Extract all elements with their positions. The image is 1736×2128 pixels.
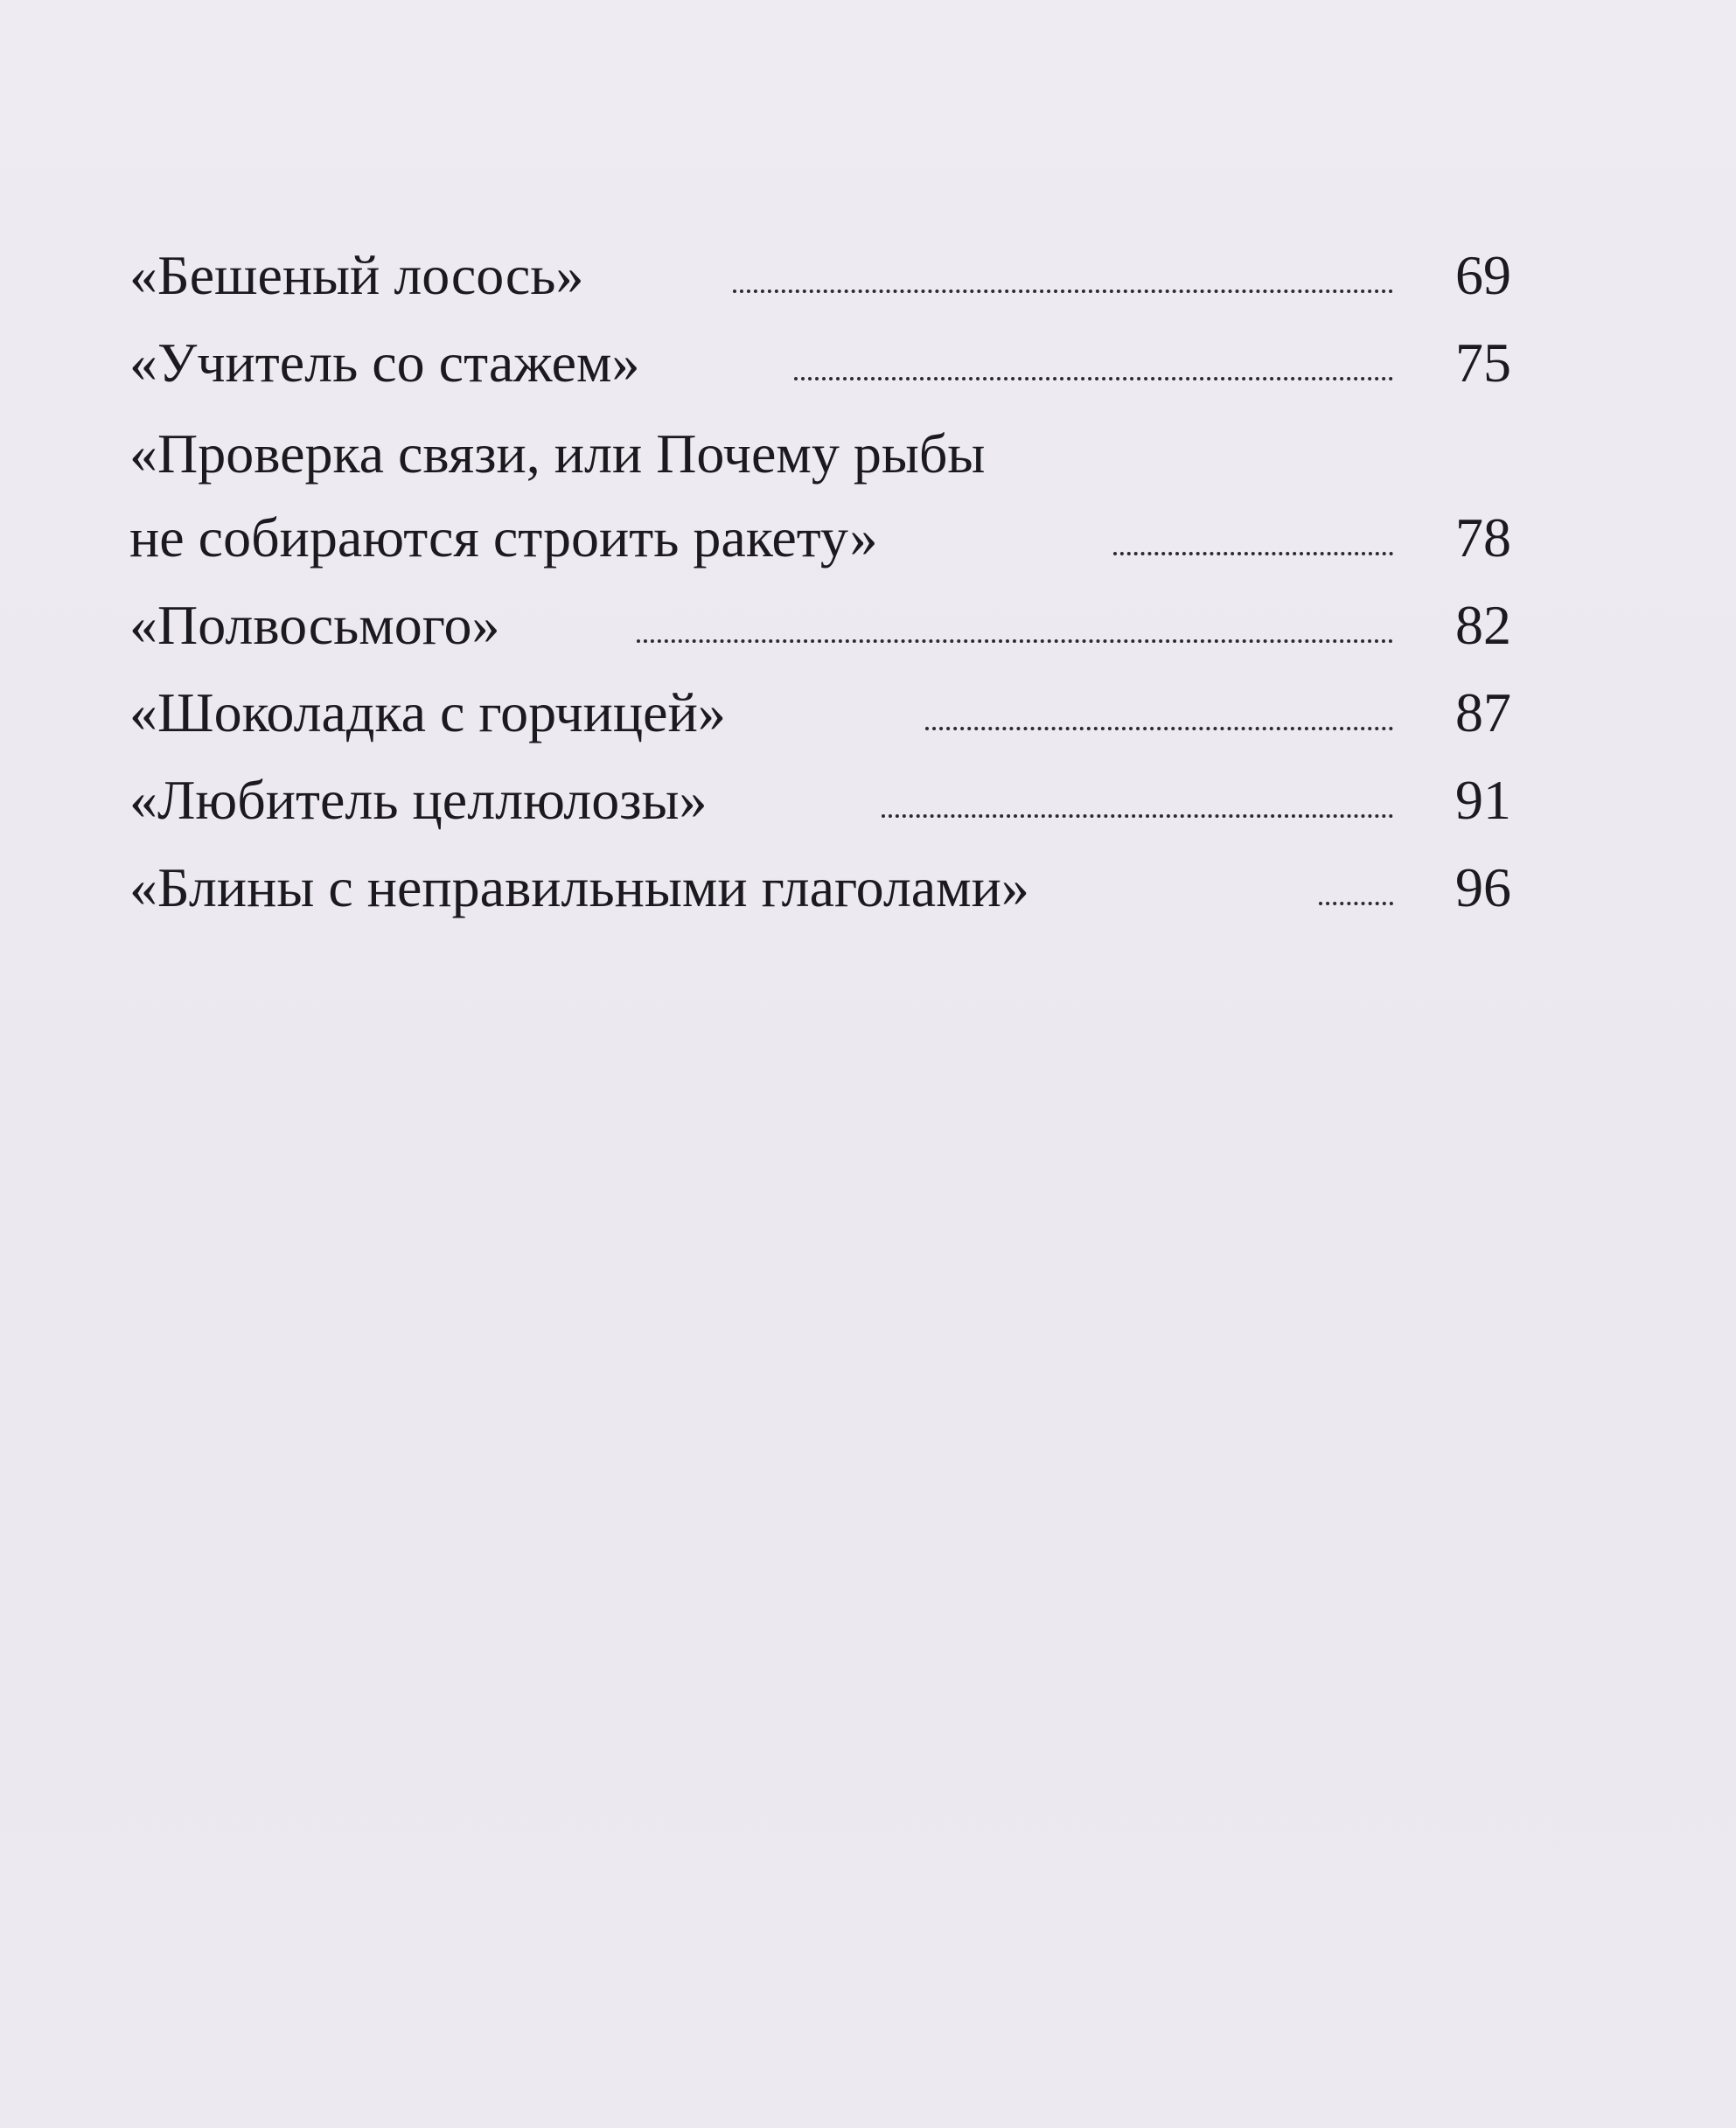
dot-leader	[1319, 902, 1393, 905]
toc-entry	[129, 844, 1511, 931]
dot-leader	[925, 727, 1393, 730]
toc-entry-page: 91	[1455, 769, 1511, 831]
dot-leader	[637, 639, 1393, 643]
toc-entry-title: не собираются строить ракету»	[129, 506, 878, 569]
toc-entry-title: «Любитель целлюлозы»	[129, 769, 708, 831]
toc-entry	[129, 319, 1511, 407]
toc-entry	[129, 669, 1511, 757]
toc-entry-title-line1: «Проверка связи, или Почему рыбы	[129, 422, 986, 485]
toc-entry-page: 69	[1455, 244, 1511, 306]
toc-entry-page: 96	[1455, 856, 1511, 918]
toc-entry-page: 82	[1455, 594, 1511, 656]
toc-entry-title: «Полвосьмого»	[129, 594, 500, 656]
dot-leader	[882, 814, 1393, 818]
toc-entry	[129, 582, 1511, 669]
toc-entry-page: 78	[1455, 506, 1511, 569]
toc-entry	[129, 407, 1511, 582]
toc-entry	[129, 757, 1511, 844]
dot-leader	[1113, 552, 1393, 555]
toc-entry-title: «Учитель со стажем»	[129, 331, 640, 394]
toc-entry	[129, 232, 1511, 319]
toc-entry-page: 75	[1455, 331, 1511, 394]
toc-entry-page: 87	[1455, 681, 1511, 743]
toc-entry-title: «Блины с неправильными глаголами»	[129, 856, 1029, 918]
dot-leader	[733, 290, 1393, 293]
toc-entry-title: «Шоколадка с горчицей»	[129, 681, 726, 743]
dot-leader	[794, 377, 1393, 380]
toc-entry-title: «Бешеный лосось»	[129, 244, 584, 306]
